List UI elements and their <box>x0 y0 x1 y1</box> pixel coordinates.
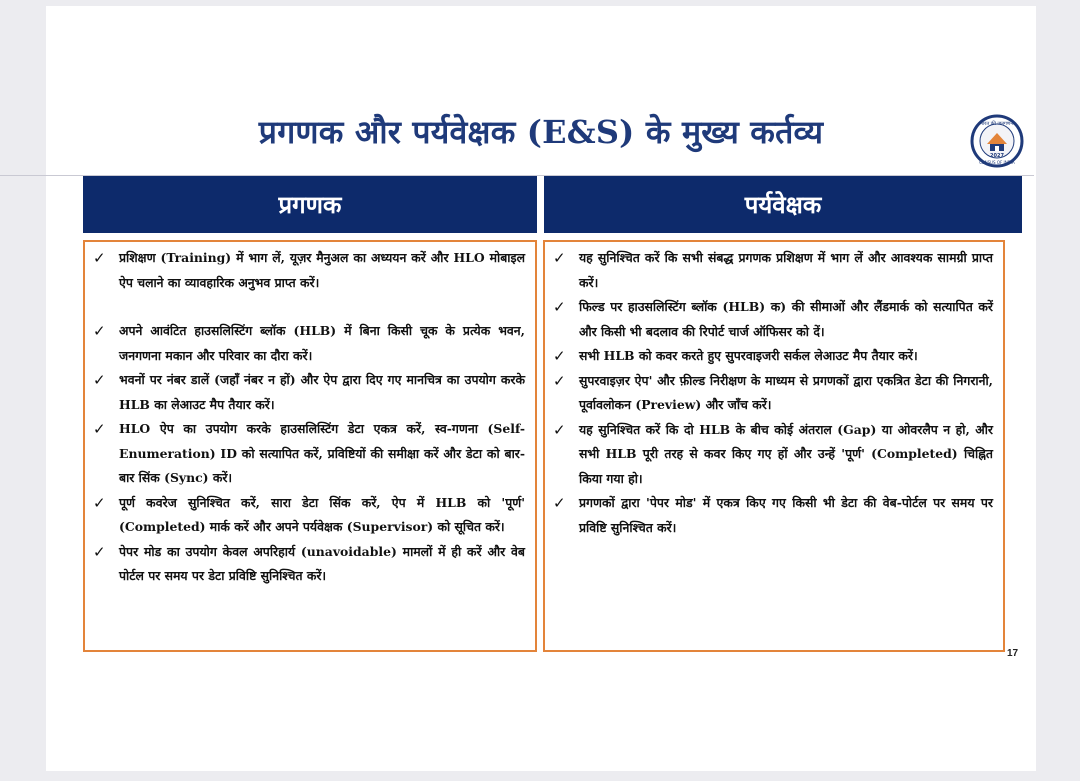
list-item <box>553 491 993 540</box>
list-item <box>93 246 525 295</box>
checkmark-icon: ✓ <box>553 371 566 390</box>
list-item <box>553 418 993 492</box>
checkmark-icon: ✓ <box>93 249 106 267</box>
list-item <box>553 246 993 295</box>
list-item <box>553 295 993 344</box>
logo-top-text: भारत की जनगणना <box>979 121 1015 127</box>
supervisor-heading: पर्यवेक्षक <box>544 175 1022 233</box>
checkmark-icon: ✓ <box>93 542 106 561</box>
duty-text: पेपर मोड का उपयोग केवल अपरिहार्य (unavoidable) मामलों में ही करें और वेब पोर्टल पर समय पर डेटा प्रविष्टि सुनिश्चित करें। <box>119 543 525 583</box>
duty-text: प्रशिक्षण (Training) में भाग लें, यूज़र मैनुअल का अध्ययन करें और HLO मोबाइल ऐप चलाने का व्यावहारिक अनुभव प्राप्त करें। <box>119 250 525 290</box>
checkmark-icon: ✓ <box>553 494 566 512</box>
supervisor-duties-box <box>543 240 1005 652</box>
list-item <box>93 540 525 589</box>
checkmark-icon: ✓ <box>93 493 106 512</box>
duty-text: फिल्ड पर हाउसलिस्टिंग ब्लॉक (HLB) क) की सीमाओं और लैंडमार्क को सत्यापित करें और किसी भी बदलाव की रिपोर्ट चार्ज ऑफिसर को दें। <box>579 299 993 339</box>
list-item <box>93 417 525 491</box>
census-logo <box>970 114 1024 168</box>
list-item <box>93 491 525 540</box>
duty-text: पूर्ण कवरेज सुनिश्चित करें, सारा डेटा सिंक करें, ऐप में HLB को 'पूर्ण' (Completed) मार्क करें और अपने पर्यवेक्षक (Supervisor) को सूचित करें। <box>119 494 525 534</box>
duty-text: सुपरवाइज़र ऐप' और फ़ील्ड निरीक्षण के माध्यम से प्रगणकों द्वारा एकत्रित डेटा की निगरानी, पूर्वावलोकन (Preview) और जाँच करें। <box>579 372 993 412</box>
duty-text: प्रगणकों द्वारा 'पेपर मोड' में एकत्र किए गए किसी भी डेटा की वेब-पोर्टल पर समय पर प्रविष्टि सुनिश्चित करें। <box>579 495 993 535</box>
list-item <box>93 368 525 417</box>
duty-text: HLO ऐप का उपयोग करके हाउसलिस्टिंग डेटा एकत्र करें, स्व-गणना (Self-Enumeration) ID को सत्यापित करें, प्रविष्टियों की समीक्षा करें और डेटा को बार-बार सिंक (Sync) करें। <box>119 421 525 485</box>
list-item <box>553 369 993 418</box>
checkmark-icon: ✓ <box>553 420 566 439</box>
slide <box>46 6 1036 771</box>
duty-text: भवनों पर नंबर डालें (जहाँ नंबर न हों) और ऐप द्वारा दिए गए मानचित्र का उपयोग करके HLB का लेआउट मैप तैयार करें। <box>119 372 525 412</box>
duty-text: यह सुनिश्चित करें कि सभी संबद्ध प्रगणक प्रशिक्षण में भाग लें और आवश्यक सामग्री प्राप्त करें। <box>579 250 993 290</box>
checkmark-icon: ✓ <box>93 420 106 438</box>
divider <box>0 175 1034 176</box>
checkmark-icon: ✓ <box>553 347 566 365</box>
enumerator-duties-box <box>83 240 537 652</box>
checkmark-icon: ✓ <box>93 322 106 340</box>
duty-text: अपने आवंटित हाउसलिस्टिंग ब्लॉक (HLB) में बिना किसी चूक के प्रत्येक भवन, जनगणना मकान और परिवार का दौरा करें। <box>119 323 525 363</box>
duty-text: सभी HLB को कवर करते हुए सुपरवाइजरी सर्कल लेआउट मैप तैयार करें। <box>579 348 918 363</box>
duty-text: यह सुनिश्चित करें कि दो HLB के बीच कोई अंतराल (Gap) या ओवरलैप न हो, और सभी HLB पूरी तरह से कवर किए गए हों और उन्हें 'पूर्ण' (Completed) चिह्नित किया गया हो। <box>579 421 993 486</box>
list-item <box>553 344 993 369</box>
slide-title: प्रगणक और पर्यवेक्षक (E&S) के मुख्य कर्तव्य <box>258 113 824 151</box>
logo-year: 2027 <box>990 153 1004 159</box>
checkmark-icon: ✓ <box>553 298 566 316</box>
list-item <box>93 319 525 368</box>
logo-bottom-text: CENSUS OF INDIA <box>979 160 1015 165</box>
checkmark-icon: ✓ <box>553 249 566 267</box>
enumerator-heading: प्रगणक <box>83 175 537 233</box>
page-number: 17 <box>1007 648 1019 659</box>
checkmark-icon: ✓ <box>93 371 106 389</box>
